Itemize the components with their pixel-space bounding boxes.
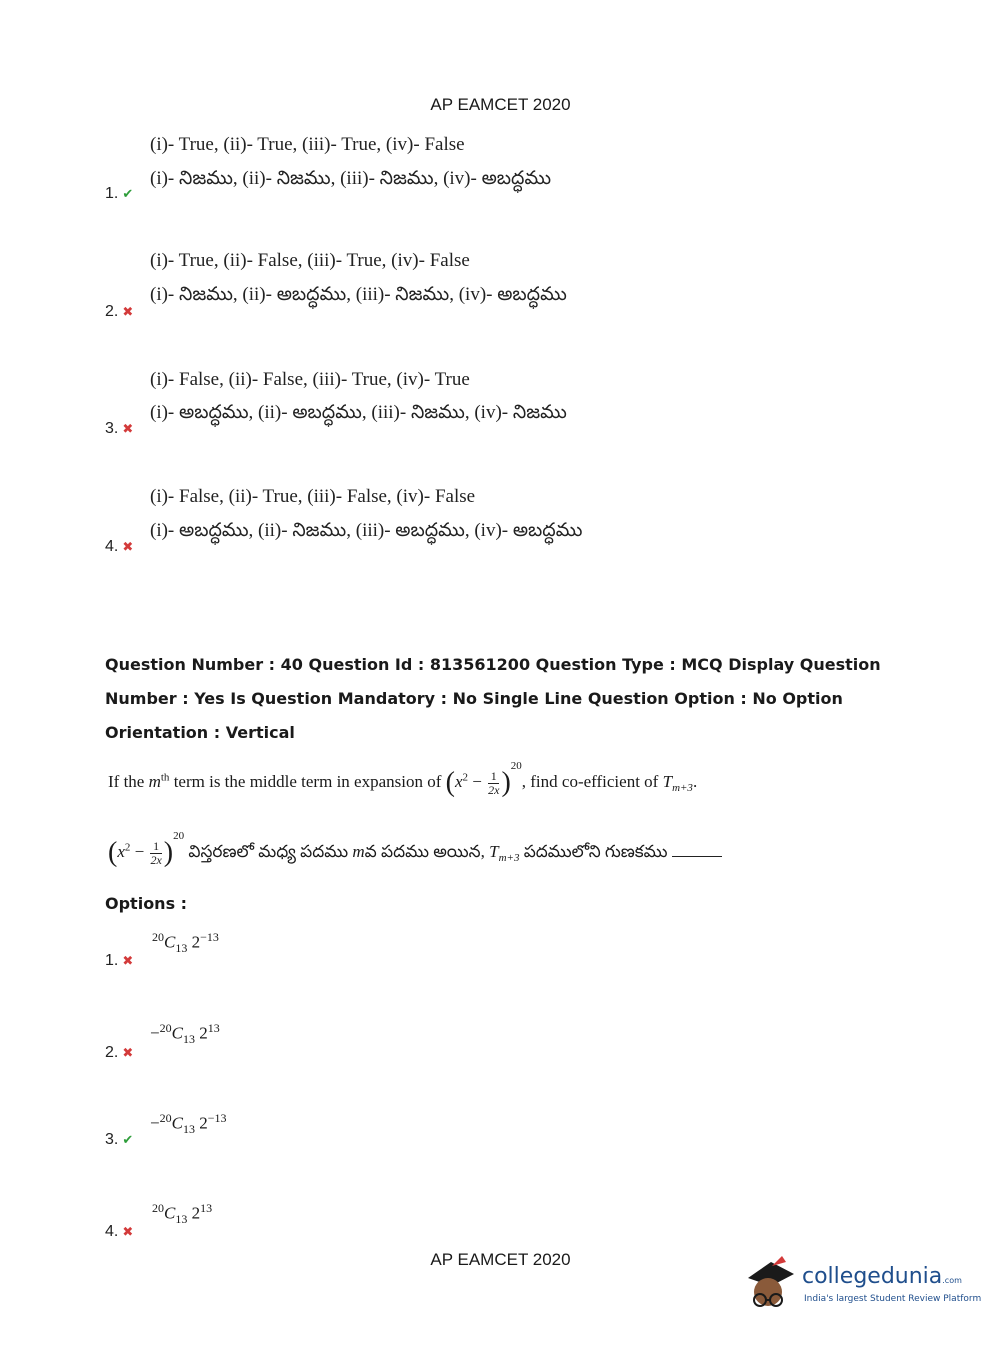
page-header-title: AP EAMCET 2020 xyxy=(430,95,571,114)
cross-icon: ✖ xyxy=(122,304,134,319)
cross-icon: ✖ xyxy=(122,539,134,554)
question-text-te: ($x^2$ − $\frac{1}{2x}$ )$^{20}$ విస్తరణలో మధ్య పదము mవ పదము అయిన, $T_{m+3}$ పదములోని గుణకము xyxy=(108,830,722,869)
prev-option-3-en: (i)- False, (ii)- False, (iii)- True, (iv)- True xyxy=(150,369,470,390)
prev-option-2-en: (i)- True, (ii)- False, (iii)- True, (iv)- False xyxy=(150,250,470,271)
mascot-icon xyxy=(742,1252,800,1314)
page-footer-title: AP EAMCET 2020 xyxy=(430,1250,571,1269)
question-text-en: If the $m^{th}$ term is the middle term in expansion of ($x^2$ − $\frac{1}{2x}$ )$^{20}$, find co-efficient of $T_{m+3}$. xyxy=(108,760,698,799)
prev-option-2-number: 2. ✖ xyxy=(105,303,134,320)
answer-option-1-number: 1. ✖ xyxy=(105,952,134,969)
check-icon: ✔ xyxy=(122,1132,134,1147)
logo-tagline: India's largest Student Review Platform xyxy=(804,1294,982,1304)
answer-option-1-expression: $^{20}C_{13}$ $2^{-13}$ xyxy=(152,930,219,956)
question-meta-line-3: Orientation : Vertical xyxy=(105,723,295,742)
question-meta-line-2: Number : Yes Is Question Mandatory : No Single Line Question Option : No Option xyxy=(105,689,843,708)
prev-option-3-number: 3. ✖ xyxy=(105,420,134,437)
fraction: $\frac{1}{2x}$ xyxy=(150,838,162,867)
check-icon: ✔ xyxy=(122,186,134,201)
prev-option-1-te: (i)- నిజము, (ii)- నిజము, (iii)- నిజము, (iv)- అబద్ధము xyxy=(150,168,552,189)
logo-wordmark: collegedunia.com xyxy=(802,1264,962,1289)
answer-option-2-number: 2. ✖ xyxy=(105,1044,134,1061)
prev-option-1-en: (i)- True, (ii)- True, (iii)- True, (iv)- False xyxy=(150,134,465,155)
answer-option-2-expression: $-^{20}C_{13}$ $2^{13}$ xyxy=(150,1021,220,1047)
cross-icon: ✖ xyxy=(122,953,134,968)
answer-option-4-number: 4. ✖ xyxy=(105,1223,134,1240)
question-meta-line-1: Question Number : 40 Question Id : 813561200 Question Type : MCQ Display Question xyxy=(105,655,881,674)
prev-option-3-te: (i)- అబద్ధము, (ii)- అబద్ధము, (iii)- నిజము, (iv)- నిజము xyxy=(150,402,567,423)
cross-icon: ✖ xyxy=(122,1045,134,1060)
cross-icon: ✖ xyxy=(122,421,134,436)
prev-option-1-number: 1. ✔ xyxy=(105,185,134,202)
answer-option-4-expression: $^{20}C_{13}$ $2^{13}$ xyxy=(152,1201,213,1227)
prev-option-4-en: (i)- False, (ii)- True, (iii)- False, (iv)- False xyxy=(150,486,476,507)
answer-option-3-number: 3. ✔ xyxy=(105,1131,134,1148)
prev-option-4-te: (i)- అబద్ధము, (ii)- నిజము, (iii)- అబద్ధము, (iv)- అబద్ధము xyxy=(150,520,583,541)
prev-option-2-te: (i)- నిజము, (ii)- అబద్ధము, (iii)- నిజము, (iv)- అబద్ధము xyxy=(150,284,567,305)
cross-icon: ✖ xyxy=(122,1224,134,1239)
prev-option-4-number: 4. ✖ xyxy=(105,538,134,555)
answer-blank xyxy=(672,856,722,857)
collegedunia-logo xyxy=(742,1250,982,1320)
fraction: $\frac{1}{2x}$ xyxy=(488,768,500,797)
options-label: Options : xyxy=(105,894,188,913)
answer-option-3-expression: $-^{20}C_{13}$ $2^{-13}$ xyxy=(150,1111,227,1137)
